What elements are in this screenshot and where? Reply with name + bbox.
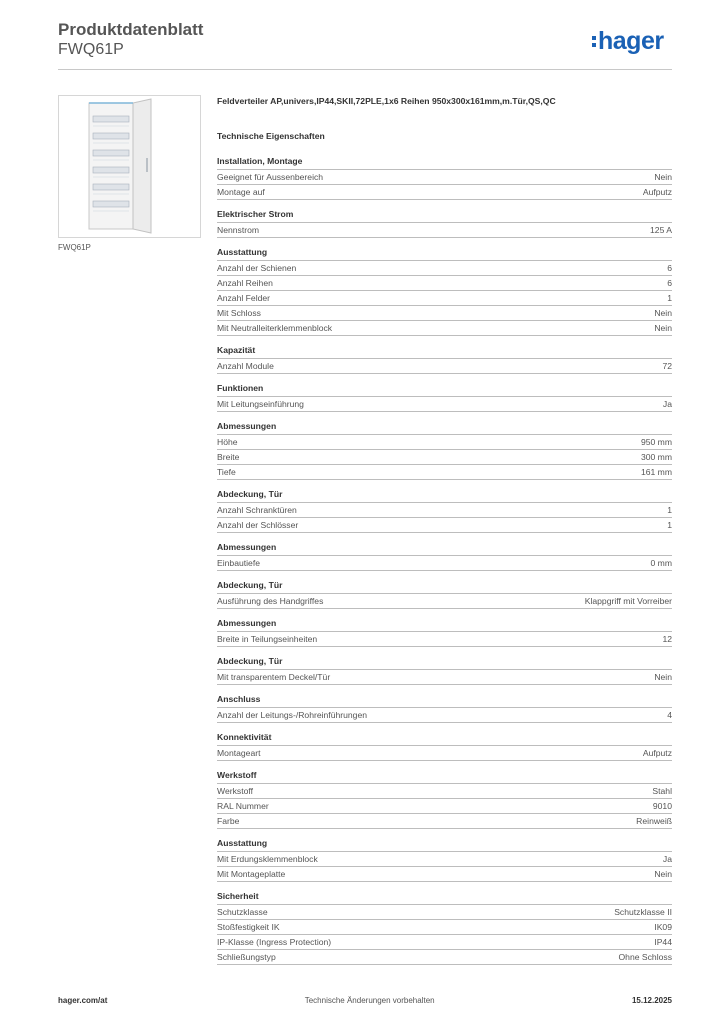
footer-date: 15.12.2025 [631, 996, 672, 1005]
spec-label: Werkstoff [217, 786, 253, 796]
spec-section [217, 209, 672, 238]
spec-row [217, 813, 672, 829]
spec-value: Stahl [652, 786, 672, 796]
spec-section [217, 489, 672, 533]
article-number: FWQ61P [58, 41, 124, 58]
spec-row [217, 919, 672, 934]
spec-row [217, 502, 672, 517]
spec-section-title: Werkstoff [217, 770, 257, 780]
spec-row [217, 320, 672, 336]
spec-value: IK09 [654, 922, 672, 932]
header-divider [58, 69, 672, 70]
image-caption: FWQ61P [58, 243, 91, 252]
spec-section-title: Sicherheit [217, 891, 259, 901]
spec-row [217, 449, 672, 464]
spec-label: Geeignet für Aussenbereich [217, 172, 324, 182]
spec-value: Reinweiß [636, 816, 672, 826]
spec-value: 6 [667, 263, 672, 273]
spec-value: Klappgriff mit Vorreiber [584, 596, 672, 606]
spec-label: Schutzklasse [217, 907, 268, 917]
spec-section-title: Abdeckung, Tür [217, 489, 283, 499]
spec-value: Schutzklasse II [614, 907, 672, 917]
spec-value: 161 mm [640, 467, 672, 477]
specification-table [217, 156, 672, 974]
spec-label: Mit Erdungsklemmenblock [217, 854, 318, 864]
spec-label: Schließungstyp [217, 952, 276, 962]
spec-value: 72 [662, 361, 672, 371]
spec-section [217, 694, 672, 723]
spec-label: Anzahl Module [217, 361, 274, 371]
hager-logo [592, 27, 664, 55]
spec-row [217, 275, 672, 290]
spec-row [217, 290, 672, 305]
spec-row [217, 517, 672, 533]
spec-row [217, 669, 672, 685]
spec-label: Einbautiefe [217, 558, 261, 568]
spec-label: Höhe [217, 437, 238, 447]
spec-section-title: Abmessungen [217, 421, 277, 431]
spec-value: 1 [667, 293, 672, 303]
spec-section-title: Ausstattung [217, 838, 268, 848]
spec-section [217, 421, 672, 480]
spec-value: 9010 [652, 801, 672, 811]
spec-label: Mit Leitungseinführung [217, 399, 304, 409]
spec-row [217, 631, 672, 647]
spec-section [217, 732, 672, 761]
spec-row [217, 798, 672, 813]
spec-value: Aufputz [642, 748, 672, 758]
spec-label: Montage auf [217, 187, 265, 197]
product-description: Feldverteiler AP,univers,IP44,SKII,72PLE,1x6 Reihen 950x300x161mm,m.Tür,QS,QC [217, 96, 556, 106]
spec-row [217, 593, 672, 609]
spec-row [217, 934, 672, 949]
spec-value: 950 mm [640, 437, 672, 447]
spec-label: Stoßfestigkeit IK [217, 922, 280, 932]
spec-row [217, 949, 672, 965]
page-footer [58, 996, 672, 1005]
spec-value: IP44 [654, 937, 672, 947]
spec-label: Anzahl der Schlösser [217, 520, 299, 530]
spec-value: 12 [662, 634, 672, 644]
spec-value: Nein [654, 308, 672, 318]
spec-row [217, 260, 672, 275]
spec-label: Mit Schloss [217, 308, 261, 318]
spec-label: Anzahl Felder [217, 293, 271, 303]
spec-value: 0 mm [650, 558, 672, 568]
spec-section-title: Elektrischer Strom [217, 209, 294, 219]
spec-value: Ja [662, 854, 672, 864]
spec-row [217, 866, 672, 882]
spec-value: Aufputz [642, 187, 672, 197]
spec-value: 4 [667, 710, 672, 720]
spec-label: Anzahl der Schienen [217, 263, 297, 273]
spec-row [217, 434, 672, 449]
spec-row [217, 396, 672, 412]
spec-section [217, 618, 672, 647]
spec-section [217, 770, 672, 829]
spec-row [217, 358, 672, 374]
spec-section-title: Anschluss [217, 694, 261, 704]
spec-section [217, 345, 672, 374]
spec-value: Nein [654, 323, 672, 333]
spec-label: Anzahl Schranktüren [217, 505, 297, 515]
spec-label: Tiefe [217, 467, 236, 477]
spec-section-title: Kapazität [217, 345, 256, 355]
spec-label: Mit Montageplatte [217, 869, 286, 879]
spec-section-title: Funktionen [217, 383, 264, 393]
spec-section-title: Ausstattung [217, 247, 268, 257]
spec-section [217, 542, 672, 571]
document-header [58, 20, 203, 59]
distribution-cabinet-illustration [59, 96, 200, 237]
spec-row [217, 169, 672, 184]
spec-value: 125 A [650, 225, 672, 235]
spec-section [217, 247, 672, 336]
spec-label: Mit Neutralleiterklemmenblock [217, 323, 333, 333]
spec-label: Anzahl Reihen [217, 278, 273, 288]
spec-row [217, 222, 672, 238]
logo-text: hager [598, 27, 664, 55]
spec-section-title: Konnektivität [217, 732, 272, 742]
spec-value: Ohne Schloss [618, 952, 672, 962]
product-image [58, 95, 201, 238]
spec-value: Nein [654, 672, 672, 682]
technical-properties-title: Technische Eigenschaften [217, 131, 325, 141]
spec-value: Nein [654, 172, 672, 182]
spec-section-title: Abdeckung, Tür [217, 656, 283, 666]
footer-website-link[interactable]: hager.com/at [58, 996, 108, 1005]
spec-row [217, 783, 672, 798]
logo-dots [592, 36, 596, 47]
spec-value: 1 [667, 505, 672, 515]
spec-label: Ausführung des Handgriffes [217, 596, 324, 606]
spec-section [217, 156, 672, 200]
spec-row [217, 464, 672, 480]
spec-section [217, 838, 672, 882]
spec-label: IP-Klasse (Ingress Protection) [217, 937, 332, 947]
spec-row [217, 745, 672, 761]
spec-section-title: Installation, Montage [217, 156, 303, 166]
spec-section [217, 891, 672, 965]
spec-label: Mit transparentem Deckel/Tür [217, 672, 331, 682]
spec-label: Nennstrom [217, 225, 260, 235]
spec-value: Ja [662, 399, 672, 409]
spec-label: Anzahl der Leitungs-/Rohreinführungen [217, 710, 368, 720]
spec-section [217, 383, 672, 412]
spec-value: Nein [654, 869, 672, 879]
spec-row [217, 851, 672, 866]
document-title: Produktdatenblatt [58, 20, 204, 39]
spec-row [217, 305, 672, 320]
spec-row [217, 555, 672, 571]
spec-row [217, 707, 672, 723]
spec-value: 300 mm [640, 452, 672, 462]
spec-label: Breite in Teilungseinheiten [217, 634, 318, 644]
spec-label: Breite [217, 452, 240, 462]
spec-section [217, 656, 672, 685]
spec-value: 1 [667, 520, 672, 530]
spec-section-title: Abmessungen [217, 542, 277, 552]
spec-label: RAL Nummer [217, 801, 269, 811]
spec-row [217, 184, 672, 200]
spec-section [217, 580, 672, 609]
spec-value: 6 [667, 278, 672, 288]
footer-notice: Technische Änderungen vorbehalten [304, 996, 435, 1005]
spec-section-title: Abdeckung, Tür [217, 580, 283, 590]
spec-label: Farbe [217, 816, 240, 826]
spec-label: Montageart [217, 748, 261, 758]
spec-row [217, 904, 672, 919]
spec-section-title: Abmessungen [217, 618, 277, 628]
